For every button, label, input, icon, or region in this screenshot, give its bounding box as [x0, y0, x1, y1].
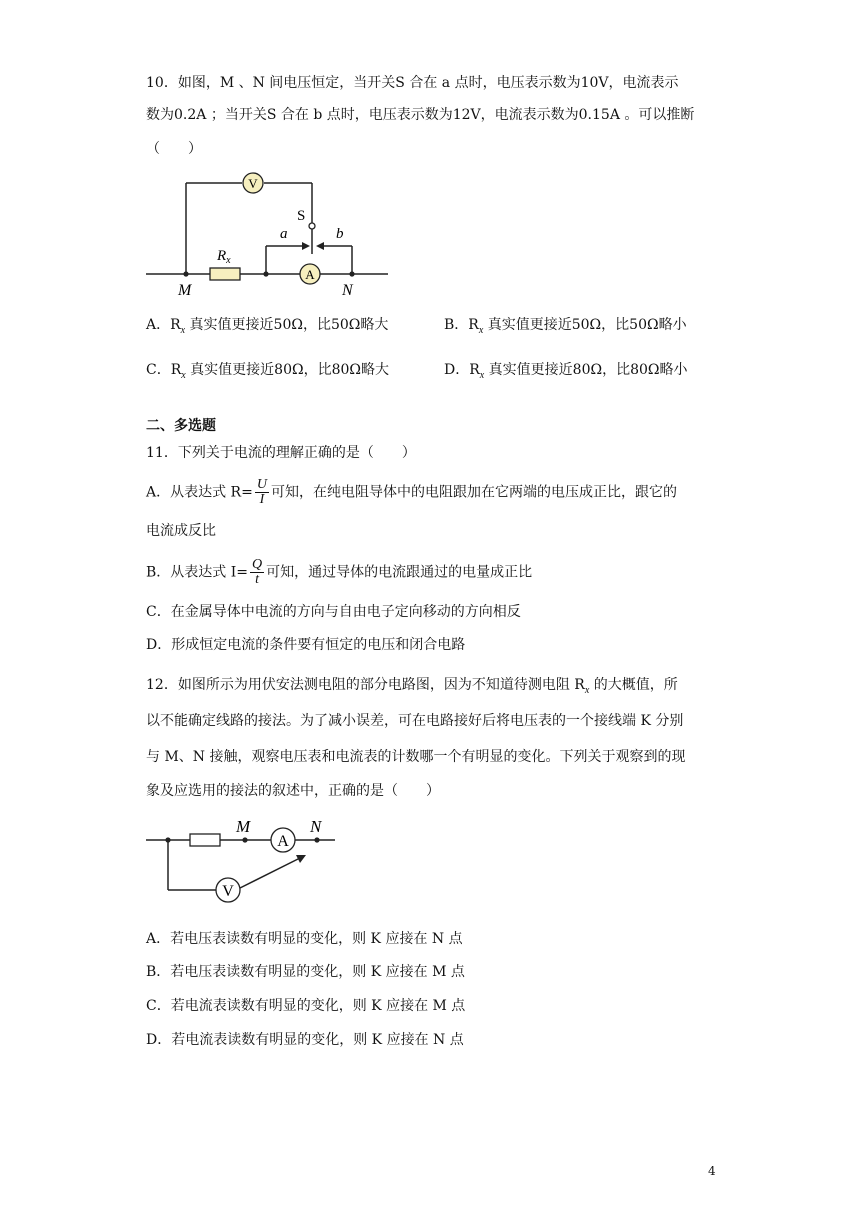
- fraction-u-over-i: $\frac{U}{I}$: [256, 477, 267, 507]
- q12-option-d: D．若电流表读数有明显的变化，则 K 应接在 N 点: [146, 1032, 464, 1048]
- contact-a-label: a: [280, 226, 288, 242]
- voltmeter-label: V: [248, 176, 258, 191]
- probe-k-wire: [240, 858, 300, 888]
- switch-pivot: [309, 223, 315, 229]
- node-n-label: N: [342, 282, 353, 299]
- q12-line1: 12．如图所示为用伏安法测电阻的部分电路图，因为不知道待测电阻 $R_x$ 的大概值，所: [146, 677, 678, 696]
- q10-line2: 数为0.2A ；当开关S 合在 b 点时，电压表示数为12V，电流表示数为0.15A 。可以推断: [146, 107, 695, 123]
- q11-option-b: B．从表达式 I= $\frac{Q}{t}$ 可知，通过导体的电流跟通过的电量成正比: [146, 557, 533, 587]
- q12-option-c: C．若电流表读数有明显的变化，则 K 应接在 M 点: [146, 998, 466, 1014]
- q12-option-b: B．若电压表读数有明显的变化，则 K 应接在 M 点: [146, 964, 465, 980]
- contact-b-label: b: [336, 226, 344, 242]
- q10-line3: （ ）: [146, 141, 202, 157]
- q12-line4: 象及应选用的接法的叙述中，正确的是（ ）: [146, 783, 440, 799]
- resistor-label: $R_x$: [217, 248, 231, 266]
- node-m-label: M: [178, 282, 192, 299]
- q12-option-a: A．若电压表读数有明显的变化，则 K 应接在 N 点: [146, 931, 463, 947]
- ammeter-label: A: [305, 267, 315, 282]
- q10-line1: 10．如图，M 、N 间电压恒定，当开关S 合在 a 点时，电压表示数为10V，电流表示: [146, 75, 679, 91]
- q12-circuit-diagram: [140, 812, 350, 912]
- q10-option-c: C．$R_x$ 真实值更接近80Ω，比80Ω略大: [146, 362, 390, 381]
- q11-option-d: D．形成恒定电流的条件要有恒定的电压和闭合电路: [146, 637, 466, 653]
- resistor: [190, 834, 220, 846]
- q12-line3: 与 M、N 接触，观察电压表和电流表的计数哪一个有明显的变化。下列关于观察到的现: [146, 749, 686, 765]
- voltmeter-label: V: [222, 883, 234, 900]
- q10-option-d: D．$R_x$ 真实值更接近80Ω，比80Ω略小: [444, 362, 688, 381]
- switch-label: S: [297, 208, 306, 224]
- q11-option-c: C．在金属导体中电流的方向与自由电子定向移动的方向相反: [146, 604, 521, 620]
- q11-option-a-line2: 电流成反比: [146, 523, 216, 539]
- q10-option-b: B．$R_x$ 真实值更接近50Ω，比50Ω略小: [444, 317, 687, 336]
- q12-line2: 以不能确定线路的接法。为了减小误差，可在电路接好后将电压表的一个接线端 K 分别: [146, 713, 684, 729]
- q11-option-a: A．从表达式 R= $\frac{U}{I}$ 可知，在纯电阻导体中的电阻跟加在它两端的电压成正比，跟它的: [146, 477, 677, 507]
- q10-option-a: A．$R_x$ 真实值更接近50Ω，比50Ω略大: [146, 317, 389, 336]
- node-n-label: N: [310, 817, 322, 836]
- resistor-rx: [210, 268, 240, 280]
- q11-stem: 11．下列关于电流的理解正确的是（ ）: [146, 445, 416, 461]
- q10-circuit-diagram: [140, 168, 400, 300]
- ammeter-label: A: [277, 833, 289, 850]
- node-m-label: M: [236, 817, 251, 836]
- fraction-q-over-t: $\frac{Q}{t}$: [252, 557, 263, 587]
- page-number: 4: [708, 1164, 716, 1178]
- section-heading: 二、多选题: [146, 418, 216, 434]
